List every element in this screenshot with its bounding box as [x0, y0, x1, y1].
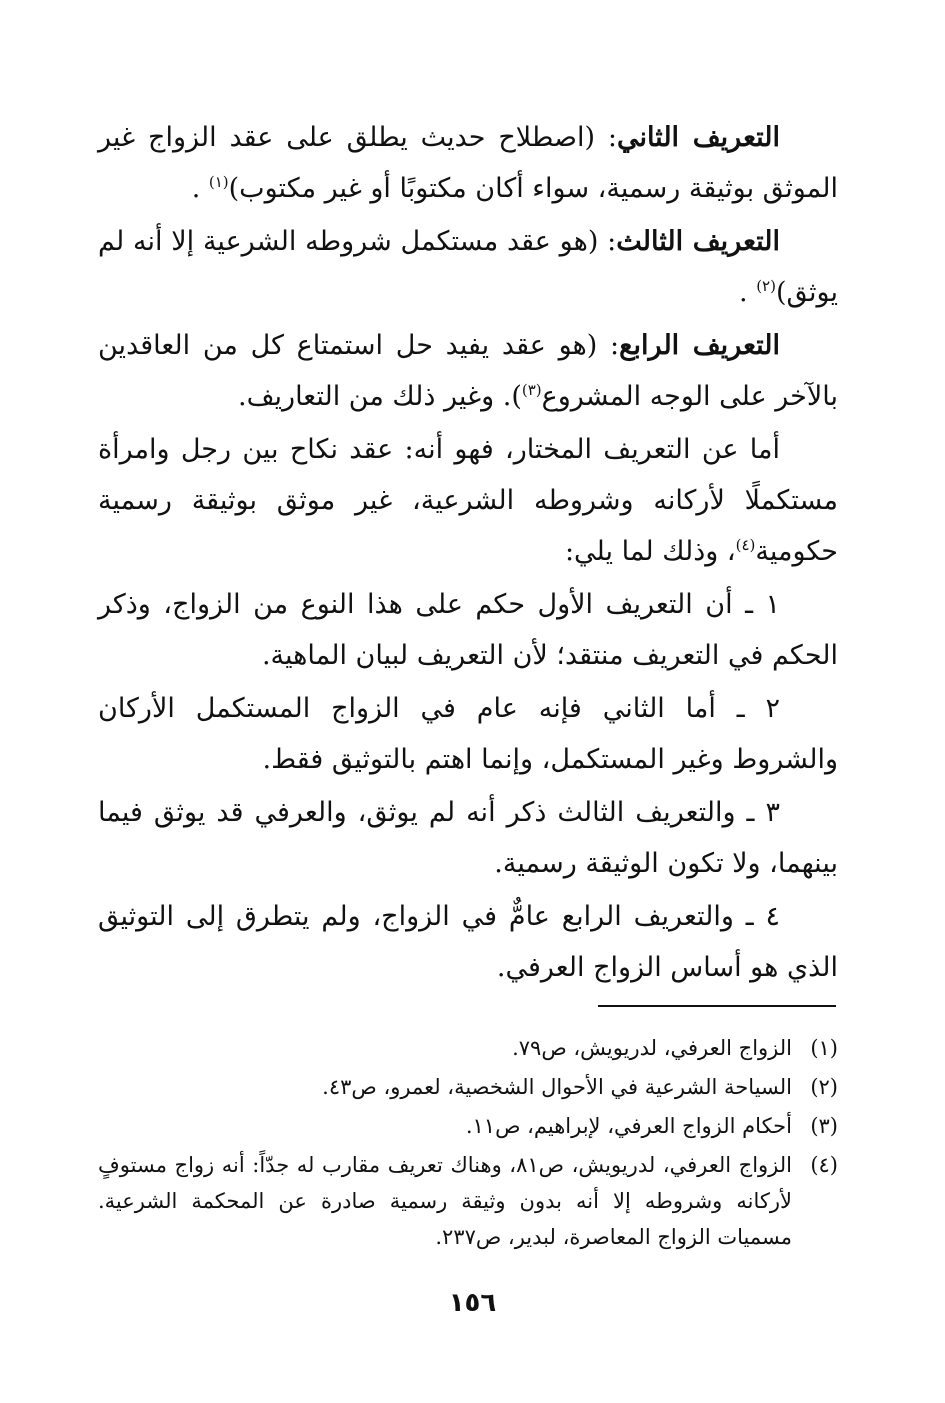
- footnote-number: (٢): [810, 1075, 838, 1099]
- page-number: ١٥٦: [448, 1288, 497, 1318]
- page-body: [98, 112, 838, 995]
- footnote-4: [98, 1147, 838, 1255]
- footnote-separator: [598, 1005, 836, 1007]
- footnote-number: (٤): [810, 1153, 838, 1177]
- definition-four-end: ). وغير ذلك من التعاريف.: [237, 381, 522, 412]
- footnote-text: الزواج العرفي، لدريويش، ص٨١، وهناك تعريف مقارب له جدّاً: أنه زواج مستوفٍ لأركانه وشروطه إلا أنه بدون وثيقة رسمية صادرة عن المحكمة الشرعية. مسميات الزواج المعاصرة، لبدير، ص٢٣٧.: [98, 1153, 793, 1249]
- chosen-definition-end: ، وذلك لما يلي:: [564, 536, 736, 567]
- definition-two-end: .: [191, 173, 209, 204]
- definition-two-paragraph: [98, 112, 838, 214]
- footnote-ref-4[interactable]: (٤): [735, 536, 756, 554]
- reason-4-paragraph: ٤ ـ والتعريف الرابع عامٌّ في الزواج، ولم يتطرق إلى التوثيق الذي هو أساس الزواج العرفي.: [98, 901, 838, 983]
- footnote-number: (٣): [810, 1114, 838, 1138]
- footnote-3: [98, 1108, 838, 1144]
- footnote-ref-2[interactable]: (٢): [756, 277, 776, 295]
- footnote-ref-1[interactable]: (١): [208, 173, 229, 191]
- footnote-1: [98, 1030, 838, 1066]
- footnote-text: أحكام الزواج العرفي، لإبراهيم، ص١١.: [465, 1114, 792, 1138]
- chosen-definition-text: أما عن التعريف المختار، فهو أنه: عقد نكاح بين رجل وامرأة مستكملًا لأركانه وشروطه الشرعية، غير موثق بوثيقة رسمية حكومية: [98, 434, 838, 567]
- footnote-text: السياحة الشرعية في الأحوال الشخصية، لعمرو، ص٤٣.: [322, 1075, 792, 1099]
- footnote-2: [98, 1069, 838, 1105]
- definition-two-term: التعريف الثاني: [616, 122, 780, 153]
- reason-1-paragraph: ١ ـ أن التعريف الأول حكم على هذا النوع من الزواج، وذكر الحكم في التعريف منتقد؛ لأن التعريف لبيان الماهية.: [98, 589, 838, 671]
- definition-three-term: التعريف الثالث: [616, 226, 780, 257]
- definition-four-paragraph: [98, 320, 838, 422]
- footnote-number: (١): [810, 1036, 838, 1060]
- footnote-text: الزواج العرفي، لدريويش، ص٧٩.: [512, 1036, 792, 1060]
- chosen-definition-paragraph: [98, 424, 838, 577]
- definition-four-text: : (هو عقد يفيد حل استمتاع كل من العاقدين بالآخر على الوجه المشروع: [98, 330, 838, 412]
- footnote-ref-3[interactable]: (٣): [521, 381, 542, 399]
- definition-three-text: : (هو عقد مستكمل شروطه الشرعية إلا أنه لم يوثق): [98, 226, 838, 308]
- definition-two-text: : (اصطلاح حديث يطلق على عقد الزواج غير الموثق بوثيقة رسمية، سواء أكان مكتوبًا أو غير مكتوب): [98, 122, 838, 204]
- definition-three-end: .: [739, 277, 757, 308]
- reason-3-paragraph: ٣ ـ والتعريف الثالث ذكر أنه لم يوثق، والعرفي قد يوثق فيما بينهما، ولا تكون الوثيقة رسمية.: [98, 797, 838, 879]
- footnotes-section: [98, 1030, 838, 1258]
- reason-2-paragraph: ٢ ـ أما الثاني فإنه عام في الزواج المستكمل الأركان والشروط وغير المستكمل، وإنما اهتم بالتوثيق فقط.: [98, 693, 838, 775]
- definition-three-paragraph: [98, 216, 838, 318]
- definition-four-term: التعريف الرابع: [619, 330, 780, 361]
